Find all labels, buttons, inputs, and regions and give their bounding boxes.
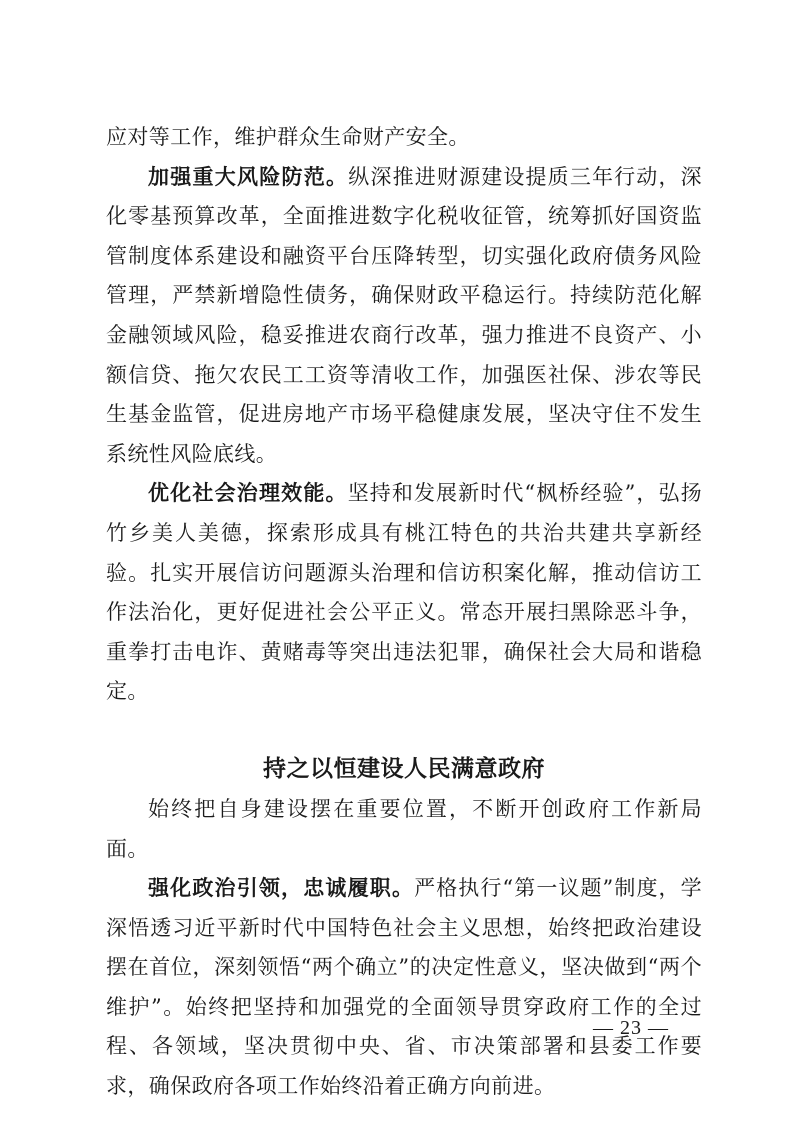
paragraph-political-leadership bbox=[106, 869, 702, 1107]
paragraph-lead-heading: 加强重大风险防范。 bbox=[148, 164, 349, 189]
paragraph-risk-prevention bbox=[106, 158, 702, 475]
paragraph-text: 严格执行“第一议题”制度，学深悟透习近平新时代中国特色社会主义思想，始终把政治建设摆在首位，深刻领悟“两个确立”的决定性意义，坚决做到“两个维护”。始终把坚持和加强党的全面领导贯穿政府工作的全过程、各领域，坚决贯彻中央、省、市决策部署和县委工作要求，确保政府各项工作始终沿着正确方向前进。 bbox=[106, 876, 702, 1099]
section-intro: 始终把自身建设摆在重要位置，不断开创政府工作新局面。 bbox=[106, 796, 702, 861]
page-number: — 23 — bbox=[593, 1017, 669, 1039]
paragraph-lead-heading: 强化政治引领，忠诚履职。 bbox=[148, 876, 415, 901]
paragraph-continued bbox=[106, 118, 702, 158]
paragraph-text: 应对等工作，维护群众生命财产安全。 bbox=[106, 125, 470, 149]
paragraph-social-governance bbox=[106, 474, 702, 712]
paragraph-text: 坚持和发展新时代“枫桥经验”，弘扬竹乡美人美德，探索形成具有桃江特色的共治共建共享新经验。扎实开展信访问题源头治理和信访积案化解，推动信访工作法治化，更好促进社会公平正义。常态开展扫黑除恶斗争，重拳打击电诈、黄赌毒等突出违法犯罪，确保社会大局和谐稳定。 bbox=[106, 481, 702, 704]
paragraph-lead-heading: 优化社会治理效能。 bbox=[148, 481, 348, 506]
section-title: 持之以恒建设人民满意政府 bbox=[263, 755, 545, 782]
paragraph-text: 纵深推进财源建设提质三年行动，深化零基预算改革，全面推进数字化税收征管，统筹抓好国资监管制度体系建设和融资平台压降转型，切实强化政府债务风险管理，严禁新增隐性债务，确保财政平稳运行。持续防范化解金融领域风险，稳妥推进农商行改革，强力推进不良资产、小额信贷、拖欠农民工工资等清收工作，加强医社保、涉农等民生基金监管，促进房地产市场平稳健康发展，坚决守住不发生系统性风险底线。 bbox=[106, 164, 703, 466]
document-body bbox=[106, 118, 702, 1107]
